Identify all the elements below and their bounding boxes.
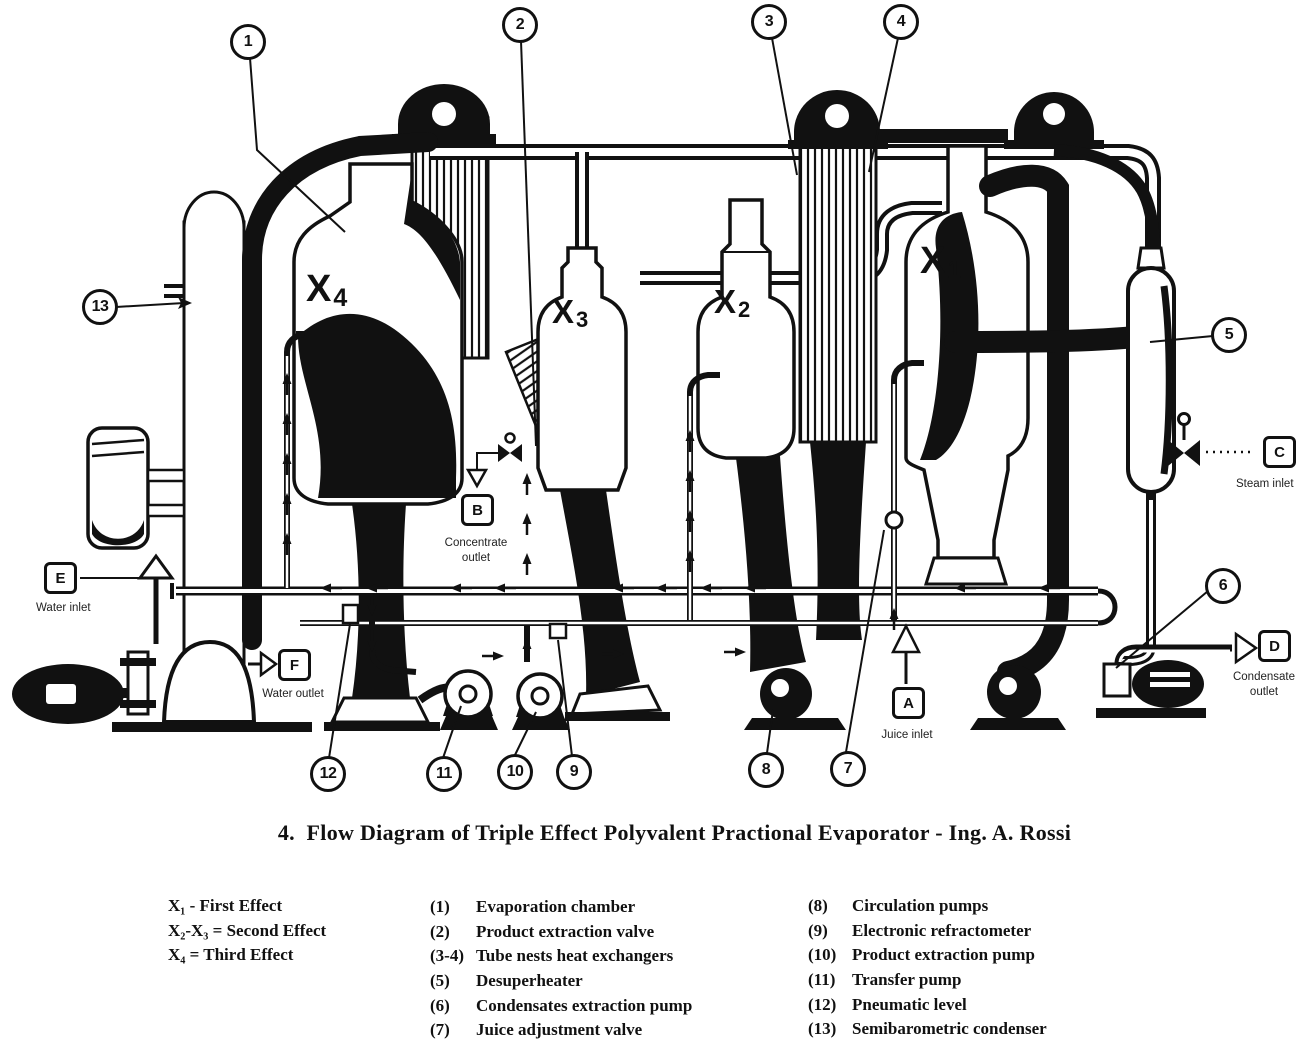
legend-items-1-7	[430, 897, 692, 1045]
legend-item: (5) Desuperheater	[430, 971, 583, 991]
refractometer-device	[550, 624, 566, 638]
callout-12: 12	[319, 765, 337, 782]
port-d-arrow	[1236, 634, 1256, 662]
callout-11: 11	[436, 765, 452, 782]
figure-caption: 4. Flow Diagram of Triple Effect Polyvalent Practional Evaporator - Ing. A. Rossi	[277, 820, 1072, 845]
vessel-label-x2: X2	[714, 283, 751, 322]
vessel-x3	[538, 248, 626, 490]
vessel-label-x4: X4	[306, 268, 348, 312]
port-box-b: B	[461, 494, 494, 526]
legend-effect-2: X₂-X₃ = Second Effect	[168, 920, 327, 940]
product-extraction-valve	[468, 434, 522, 487]
port-label-water-inlet: Water inlet	[36, 602, 91, 614]
legend-item: (10) Product extraction pump	[808, 945, 1035, 965]
pneumatic-level-device	[343, 605, 358, 623]
circulation-pump-x1	[970, 665, 1066, 730]
callout-13: 13	[91, 298, 109, 315]
callout-3: 3	[764, 13, 774, 30]
port-box-a: A	[892, 687, 925, 719]
port-label-concentrate-outlet: Concentrate outlet	[444, 537, 508, 564]
port-label-water-outlet: Water outlet	[262, 688, 324, 700]
callout-9: 9	[569, 763, 579, 780]
vessel-label-x1: X1	[920, 240, 962, 284]
callout-5: 5	[1224, 326, 1234, 343]
circulation-pump-x2	[744, 668, 846, 730]
port-box-c: C	[1263, 436, 1296, 468]
condensates-extraction-pump	[1096, 660, 1206, 718]
port-box-d: D	[1258, 630, 1291, 662]
vessel-label-x3: X3	[552, 293, 589, 332]
legend-item: (13) Semibarometric condenser	[808, 1019, 1047, 1039]
product-extraction-pump	[512, 674, 570, 730]
steam-valve	[1168, 414, 1254, 467]
legend-item: (8) Circulation pumps	[808, 896, 989, 915]
port-a-arrow	[893, 626, 919, 684]
legend-effects	[168, 896, 326, 970]
legend-item: (11) Transfer pump	[808, 970, 962, 990]
port-label-condensate-outlet: Condensate outlet	[1232, 671, 1296, 698]
port-box-f: F	[278, 649, 311, 681]
callout-10: 10	[506, 763, 524, 780]
port-box-e: E	[44, 562, 77, 594]
tube-nest-heat-exchanger-right	[788, 90, 888, 640]
port-f-arrow	[248, 653, 276, 675]
legend-effect-3: X₄ = Third Effect	[168, 945, 294, 965]
transfer-pump	[420, 671, 498, 730]
legend-effect-1: X₁ - First Effect	[168, 896, 283, 915]
legend-item: (6) Condensates extraction pump	[430, 995, 693, 1015]
legend-item: (3-4) Tube nests heat exchangers	[430, 946, 674, 966]
legend-item: (7) Juice adjustment valve	[430, 1020, 643, 1040]
legend-item: (9) Electronic refractometer	[808, 920, 1032, 940]
legend-item: (12) Pneumatic level	[808, 994, 967, 1014]
callout-1: 1	[243, 33, 253, 50]
desuperheater	[1120, 248, 1174, 661]
x3-downcomer-and-base	[560, 490, 670, 721]
legend-item: (1) Evaporation chamber	[430, 897, 636, 916]
callout-6: 6	[1218, 577, 1228, 594]
callout-8: 8	[761, 761, 771, 778]
callout-4: 4	[896, 13, 906, 30]
x2-downcomer	[736, 456, 806, 672]
legend-item: (2) Product extraction valve	[430, 921, 655, 941]
callout-2: 2	[515, 16, 525, 33]
port-label-juice-inlet: Juice inlet	[881, 729, 933, 741]
callout-7: 7	[843, 760, 853, 777]
cross-pipe-to-x1	[640, 208, 942, 278]
vessel-x2	[698, 200, 794, 458]
legend-items-8-13	[808, 896, 1047, 1044]
port-label-steam-inlet: Steam inlet	[1236, 478, 1294, 490]
